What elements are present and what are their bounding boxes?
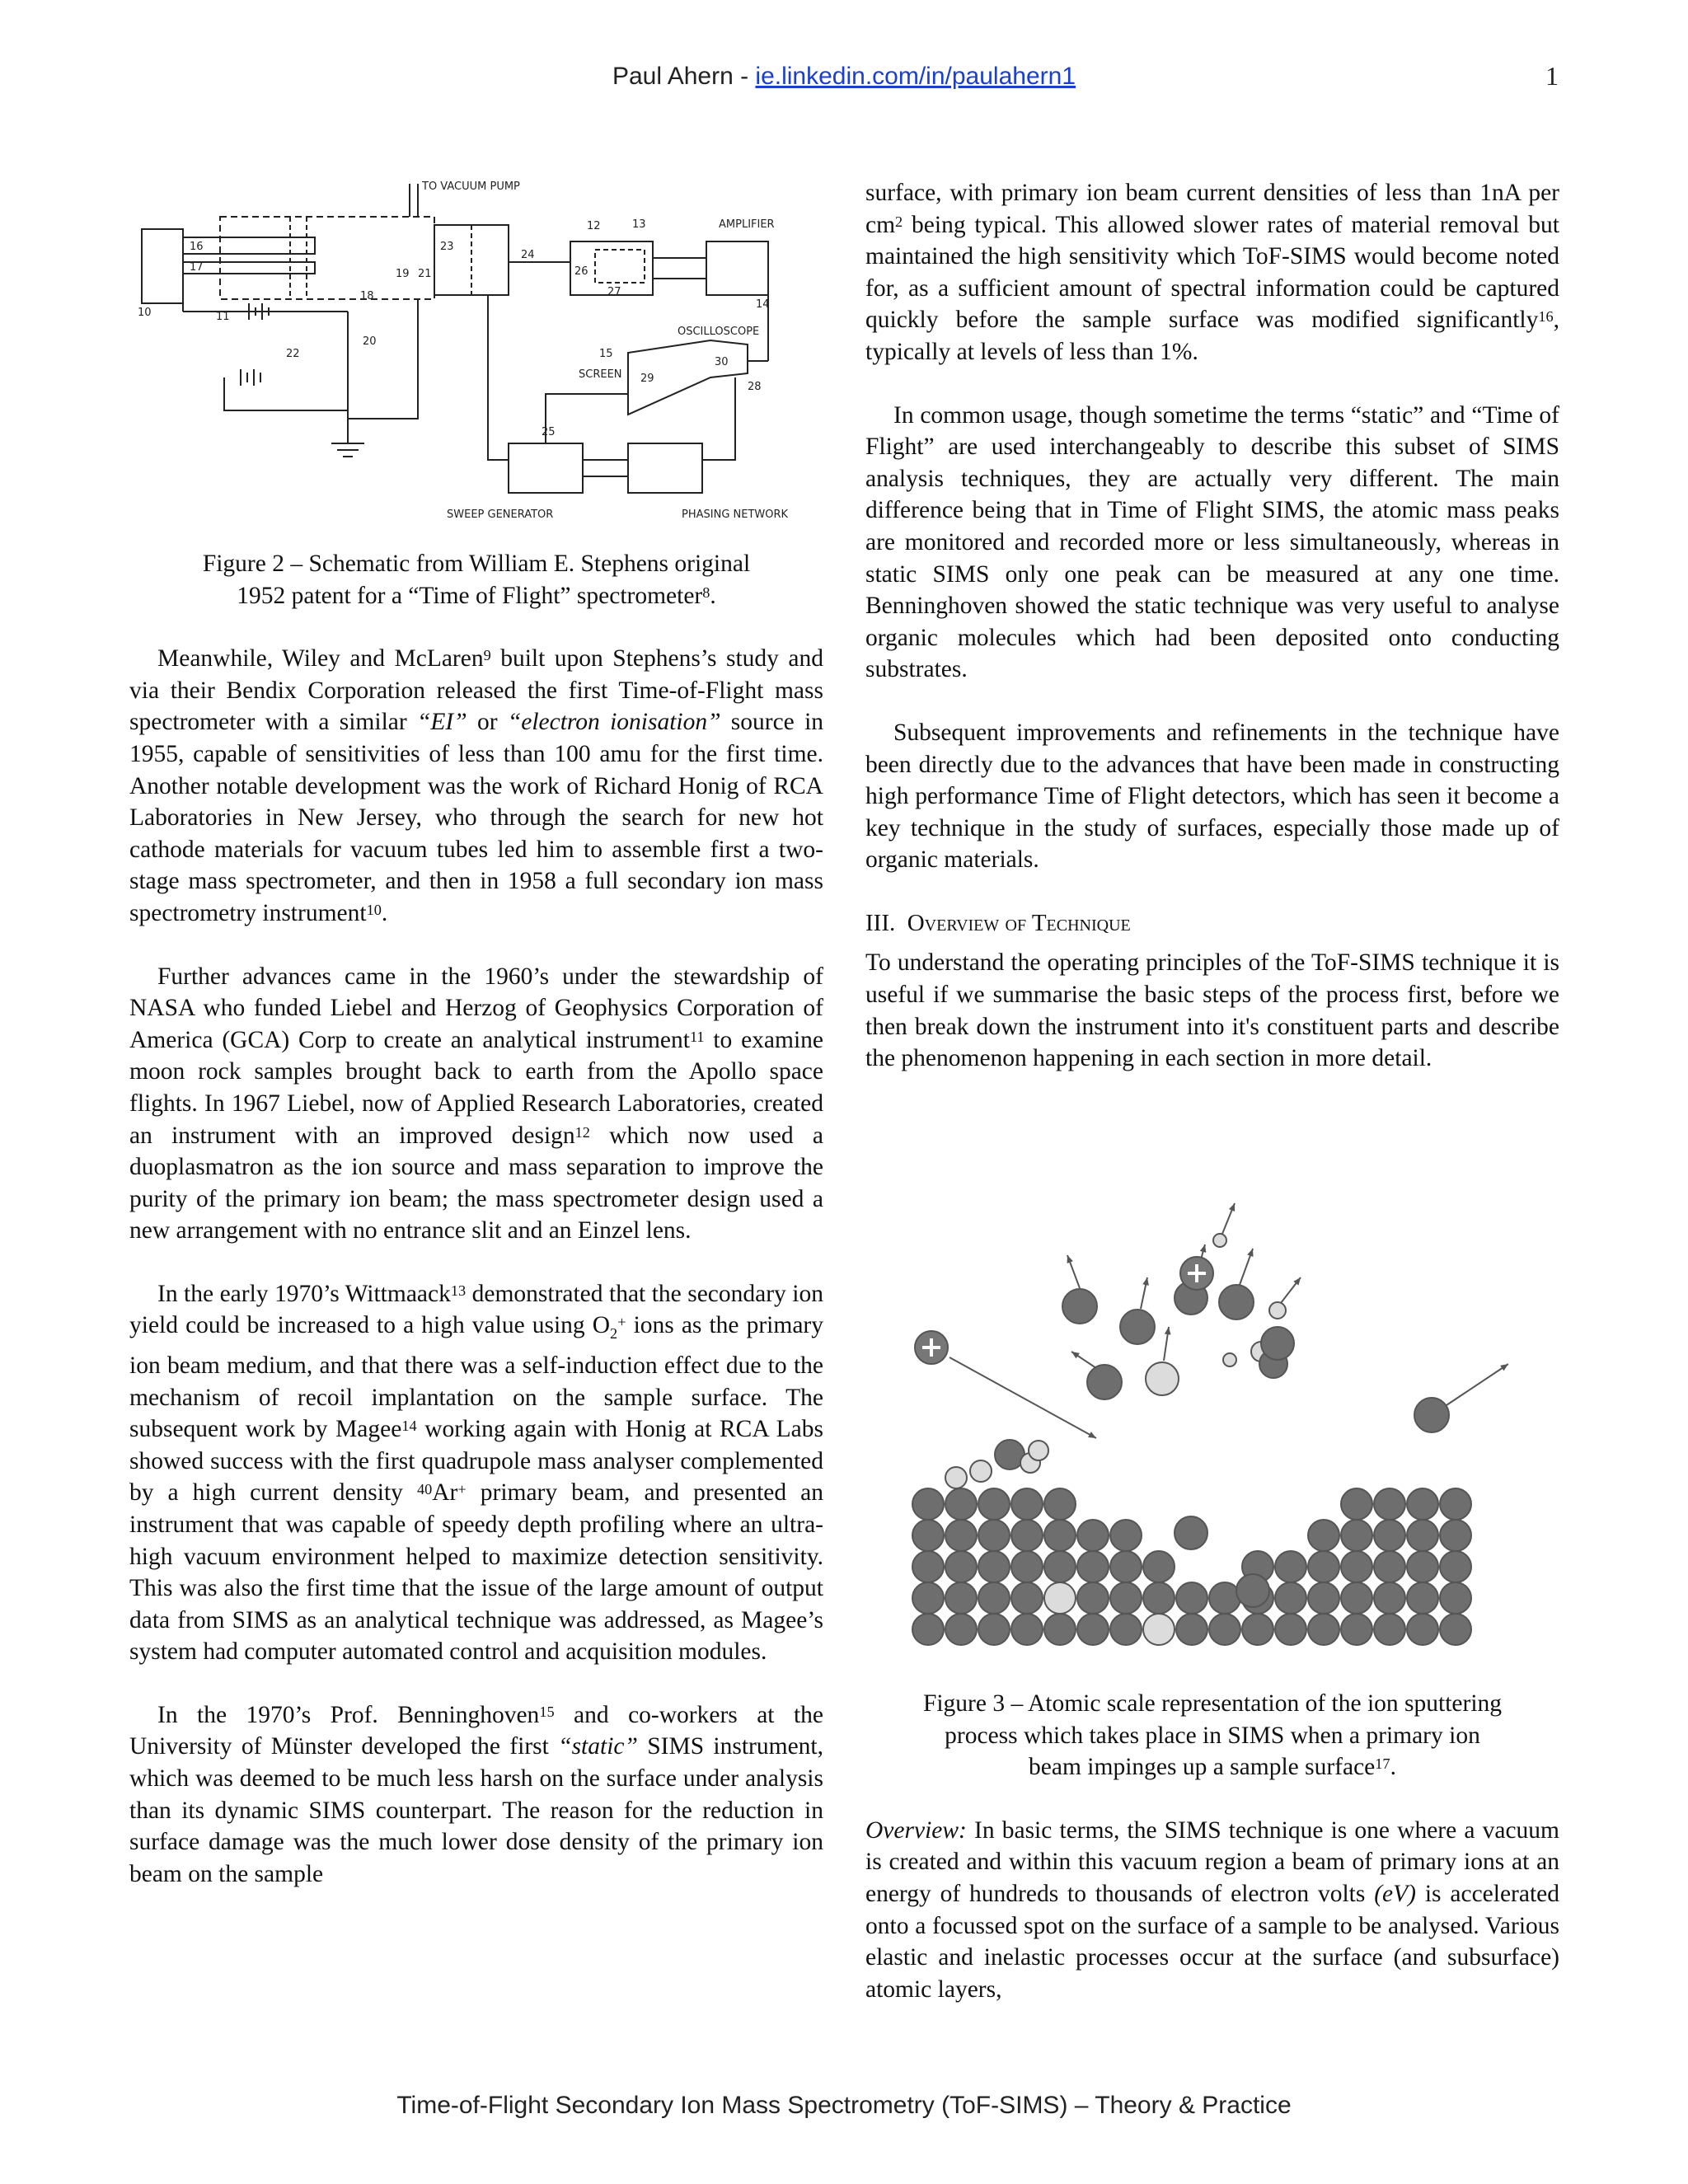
small-atom [970,1460,992,1482]
substrate-atom [1341,1582,1372,1614]
trajectory-arrow [950,1357,1096,1438]
substrate-atom [1275,1551,1306,1582]
substrate-atom [1176,1582,1207,1614]
fig2-num-10: 10 [138,307,152,319]
header-linkedin-link[interactable]: ie.linkedin.com/in/paulahern1 [755,63,1076,90]
text: SIMS instrument, which was deemed to be much less harsh on the surface under analysis than its dynamic SIMS counterpart. The reason for the reduction in surface damage was the much lower dose density of the primary ion beam on the sample [129,1733,823,1887]
right-column-bottom [865,1688,1559,2036]
fig2-num-14: 14 [756,298,770,311]
left-paragraph-4 [129,1699,823,1891]
substrate-atom [1407,1520,1438,1551]
substrate-atom [912,1488,944,1520]
text: beam impinges up a sample surface [1029,1754,1376,1781]
substrate-atom [1011,1551,1043,1582]
arrow-head [1071,1352,1080,1358]
substrate-atom [1440,1614,1471,1645]
arrow-head [1500,1364,1508,1371]
small-atom [945,1467,967,1488]
substrate-atom [1440,1488,1471,1520]
text: to examine moon rock samples brought back to earth from the Apollo space flights. In 1967 Liebel, now of Applied Research Laboratories, created an instrument with an improved design [129,1026,823,1149]
substrate-atom [1407,1582,1438,1614]
text: 40 [416,1481,433,1498]
fig2-num-19: 19 [396,268,410,280]
sputtered-atom [1414,1398,1449,1432]
right-paragraph-2: Subsequent improvements and refinements in the technique have been directly due to the advances that have been made in constructing high performance Time of Flight detectors, which has seen it become a key technique in the study of surfaces, especially those made up of organic materials. [865,719,1559,874]
fig2-num-16: 16 [190,241,204,253]
fig2-label-oscilloscope: OSCILLOSCOPE [678,326,760,338]
fig2-num-23: 23 [440,241,454,253]
substrate-atom [978,1520,1010,1551]
substrate-atom [1110,1582,1142,1614]
text: . [1390,1754,1396,1781]
fig2-num-18: 18 [360,290,374,302]
fig2-num-30: 30 [715,356,729,368]
right-column-top [865,177,1559,1106]
sputtered-atom [1261,1327,1294,1360]
substrate-atom [1341,1614,1372,1645]
arrow-head [1142,1277,1149,1286]
substrate-atom [1374,1582,1405,1614]
substrate-atom [1077,1582,1109,1614]
substrate-atom [1341,1551,1372,1582]
text: working again with Honig at RCA Labs showed success with the first quadrupole mass analyser complemented by a high current density [129,1416,823,1507]
text: Further advances came in the 1960’s under the stewardship of NASA who funded Liebel and Herzog of Geophysics Corporation of America (GCA) Corp to create an analytical instrument [129,963,823,1053]
figure-2-svg [134,180,818,542]
text: source in 1955, capable of sensitivities of less than 100 amu for the first time. Another notable development was the work of Richard Honig of RCA Laboratories in New Jersey, who through the search for new hot cathode materials for vacuum tubes led him to assemble first a two-stage mass spectrometer, and then in 1958 a full secondary ion mass spectrometry instrument [129,709,824,926]
section-heading [865,907,1559,940]
substrate-atom [1143,1614,1175,1645]
substrate-atom [1176,1614,1207,1645]
substrate-atom [945,1520,977,1551]
fig2-sweep-generator-box [509,443,583,493]
substrate-atom [1143,1551,1175,1582]
substrate-atom [1011,1614,1043,1645]
substrate-atom [1077,1520,1109,1551]
figure-3-svg [907,1199,1508,1677]
text: 2 [610,1325,618,1343]
substrate-atom [1044,1551,1076,1582]
substrate-atom [978,1488,1010,1520]
text: + [617,1314,626,1331]
substrate-atom [1308,1551,1339,1582]
figure-3-caption [865,1688,1559,1783]
substrate-atom [978,1614,1010,1645]
fig2-num-11: 11 [216,311,230,323]
right-paragraph-0 [865,177,1559,368]
text: is accelerated onto a focussed spot on the surface of a sample to be analysed. Various elastic and inelastic processes occur at the surface (and subsurface) atomic layers, [865,1880,1559,2003]
fig2-tube [220,217,434,299]
figure-2-schematic [134,180,818,542]
ref-14: 14 [401,1418,417,1435]
text: built upon Stephens’s study and via their Bendix Corporation released the first Time-of-Flight mass spectrometer with a similar [129,645,823,736]
ref-16: 16 [1538,308,1554,326]
substrate-atom [1440,1520,1471,1551]
fig2-num-20: 20 [363,335,377,348]
substrate-atom [912,1551,944,1582]
fig2-num-15: 15 [599,348,613,360]
text: “EI” [416,709,467,736]
fig2-label-phasing-network: PHASING NETWORK [682,509,789,521]
fig2-num-27: 27 [607,286,621,298]
substrate-atom [912,1614,944,1645]
text: surface, with primary ion beam current densities of less than 1nA per cm [865,180,1559,238]
substrate-atom [1407,1551,1438,1582]
atom [1236,1574,1269,1607]
sputtered-atom [1120,1310,1155,1344]
substrate-atom [1110,1520,1142,1551]
substrate-atom [1077,1614,1109,1645]
substrate-atom [1011,1520,1043,1551]
text: III. [865,909,896,936]
ref-8: 8 [702,583,710,601]
substrate-atom [1110,1614,1142,1645]
ref-13: 13 [450,1282,467,1299]
fig2-amplifier-box [706,241,768,295]
substrate-atom [1374,1551,1405,1582]
text: demonstrated that the secondary ion yield could be increased to a high value using O [129,1280,823,1339]
substrate-atom [1440,1582,1471,1614]
text: Figure 3 – Atomic scale representation of the ion sputtering [922,1690,1503,1717]
fig2-label-vacuum-pump: TO VACUUM PUMP [422,180,520,193]
fig2-num-21: 21 [418,268,432,280]
overview-paragraph [865,1815,1559,2006]
text: . [381,899,388,926]
substrate-atom [912,1520,944,1551]
text: + [457,1481,467,1498]
fig2-num-28: 28 [748,381,762,393]
text: which now used a duoplasmatron as the ion source and mass separation to improve the purity of the primary ion beam; the mass spectrometer design used a new arrangement with no entrance slit and an Einzel lens. [129,1122,823,1244]
substrate-atom [1044,1614,1076,1645]
substrate-atom [1374,1614,1405,1645]
substrate-atom [1374,1520,1405,1551]
text: , typically at levels of less than 1%. [865,307,1559,365]
sputtered-atom [1146,1362,1179,1395]
text: (eV) [1374,1880,1416,1907]
substrate-atom [1143,1582,1175,1614]
substrate-atom [1242,1614,1273,1645]
substrate-atom [1209,1582,1240,1614]
left-paragraph-1 [129,643,823,929]
text: and co-workers at the University of Münster developed the first [129,1701,823,1760]
sputtered-atom [1219,1285,1254,1319]
left-column [129,548,823,1921]
text: Overview: [865,1816,967,1844]
substrate-atom [1341,1520,1372,1551]
text: Meanwhile, Wiley and McLaren [157,645,484,673]
text: In basic terms, the SIMS technique is one where a vacuum is created and within this vacuum region a beam of primary ions at an energy of hundreds to thousands of electron volts [865,1816,1559,1907]
small-atom [1029,1441,1048,1460]
text: being typical. This allowed slower rates of material removal but maintained the high sensitivity which ToF-SIMS would become noted for, as a sufficient amount of spectral information could be captured quickly before the sample surface was modified significantly [865,211,1559,334]
substrate-atom [978,1582,1010,1614]
substrate-atom [1374,1488,1405,1520]
left-paragraph-2 [129,961,823,1247]
fig2-num-12: 12 [587,220,601,232]
text: Ar [432,1479,458,1507]
fig2-source-box [142,229,183,303]
substrate-atom [1440,1551,1471,1582]
text: “electron ionisation” [507,709,721,736]
substrate-atom [1407,1488,1438,1520]
fig2-num-29: 29 [640,373,654,385]
substrate-atom [945,1614,977,1645]
left-paragraph-3 [129,1278,823,1668]
substrate-atom [912,1582,944,1614]
ref-15: 15 [539,1703,555,1720]
substrate-atom [1209,1614,1240,1645]
right-paragraph-3: To understand the operating principles of the ToF-SIMS technique it is useful if we summarise the basic steps of the process first, before we then break down the instrument into it's constituent parts and describe the phenomenon happening in each section in more detail. [865,949,1559,1072]
sputtered-atom [1062,1289,1097,1324]
text: ions as the primary ion beam medium, and that there was a self-induction effect due to the mechanism of recoil implantation on the sample surface. The subsequent work by Magee [129,1312,823,1443]
arrow-head [1229,1203,1235,1212]
fig2-label-sweep-generator: SWEEP GENERATOR [447,509,554,521]
substrate-atom [1011,1488,1043,1520]
ref-11: 11 [689,1028,705,1045]
fig2-label-amplifier: AMPLIFIER [719,218,775,231]
ref-12: 12 [574,1123,590,1141]
right-paragraph-1: In common usage, though sometime the terms “static” and “Time of Flight” are used interchangeably to describe this subset of SIMS analysis techniques, they are actually very different. The main difference being that in Time of Flight SIMS, the atomic mass peaks are monitored and recorded more or less simultaneously, whereas in static SIMS only one peak can be measured at any one time. Benninghoven showed the static technique was very useful to analyse organic molecules which had been deposited onto conducting substrates. [865,401,1559,683]
text: “static” [558,1733,638,1760]
figure-2-caption-line2: 1952 patent for a “Time of Flight” spectrometer [237,582,703,609]
arrow-head [1165,1327,1171,1335]
fig2-num-22: 22 [286,348,300,360]
fig2-num-17: 17 [190,261,204,274]
page-header [0,63,1688,91]
substrate-atom [1308,1520,1339,1551]
substrate-atom [1275,1614,1306,1645]
fig2-num-24: 24 [521,249,535,261]
substrate-atom [945,1582,977,1614]
page-footer: Time-of-Flight Secondary Ion Mass Spectrometry (ToF-SIMS) – Theory & Practice [396,2092,1292,2119]
text: process which takes place in SIMS when a primary ion [945,1722,1480,1749]
substrate-atom [945,1488,977,1520]
trajectory-arrow [1447,1364,1508,1405]
ref-17: 17 [1375,1755,1390,1773]
substrate-atom [1308,1582,1339,1614]
atom [1175,1516,1207,1549]
figure-3-sputtering [907,1199,1508,1677]
fig2-num-26: 26 [574,265,588,278]
sputtered-atom [1087,1365,1122,1399]
substrate-atom [1110,1551,1142,1582]
substrate-atom [1044,1520,1076,1551]
page-number: 1 [1545,61,1559,91]
substrate-atom [1275,1582,1306,1614]
sputtered-atom [1223,1353,1236,1366]
arrow-head [1247,1249,1253,1257]
substrate-atom [1077,1551,1109,1582]
text: In the early 1970’s Wittmaack [157,1280,451,1307]
ref-9: 9 [483,647,491,664]
fig2-num-25: 25 [542,426,556,438]
substrate-atom [1044,1488,1076,1520]
header-author: Paul Ahern - [612,63,756,90]
sputtered-atom [1213,1234,1226,1247]
text: Overview of Technique [907,909,1131,936]
substrate-atom [1341,1488,1372,1520]
text: or [467,709,508,736]
fig2-phasing-network-box [628,443,702,493]
substrate-atom [945,1551,977,1582]
figure-2-caption-end: . [710,582,716,609]
substrate-atom [978,1551,1010,1582]
fig2-label-screen: SCREEN [579,368,622,381]
figure-2-caption-line1: Figure 2 – Schematic from William E. Stephens original [202,551,751,577]
substrate-atom [1044,1582,1076,1614]
fig2-num-13: 13 [632,218,646,231]
sputtered-atom [1269,1302,1286,1319]
substrate-atom [1308,1614,1339,1645]
substrate-atom [1011,1582,1043,1614]
substrate-atom [1407,1614,1438,1645]
ref-10: 10 [366,901,382,918]
figure-2-caption [129,548,823,612]
arrow-head [1067,1255,1073,1263]
text: 2 [895,213,903,230]
text: In the 1970’s Prof. Benninghoven [157,1701,540,1728]
text: primary beam, and presented an instrument that was capable of speedy depth profiling where an ultra-high vacuum environment helped to maximize detection sensitivity. This was also the first time that the issue of the large amount of output data from SIMS as an analytical technique was addressed, as Magee’s system had computer automated control and acquisition modules. [129,1479,823,1666]
